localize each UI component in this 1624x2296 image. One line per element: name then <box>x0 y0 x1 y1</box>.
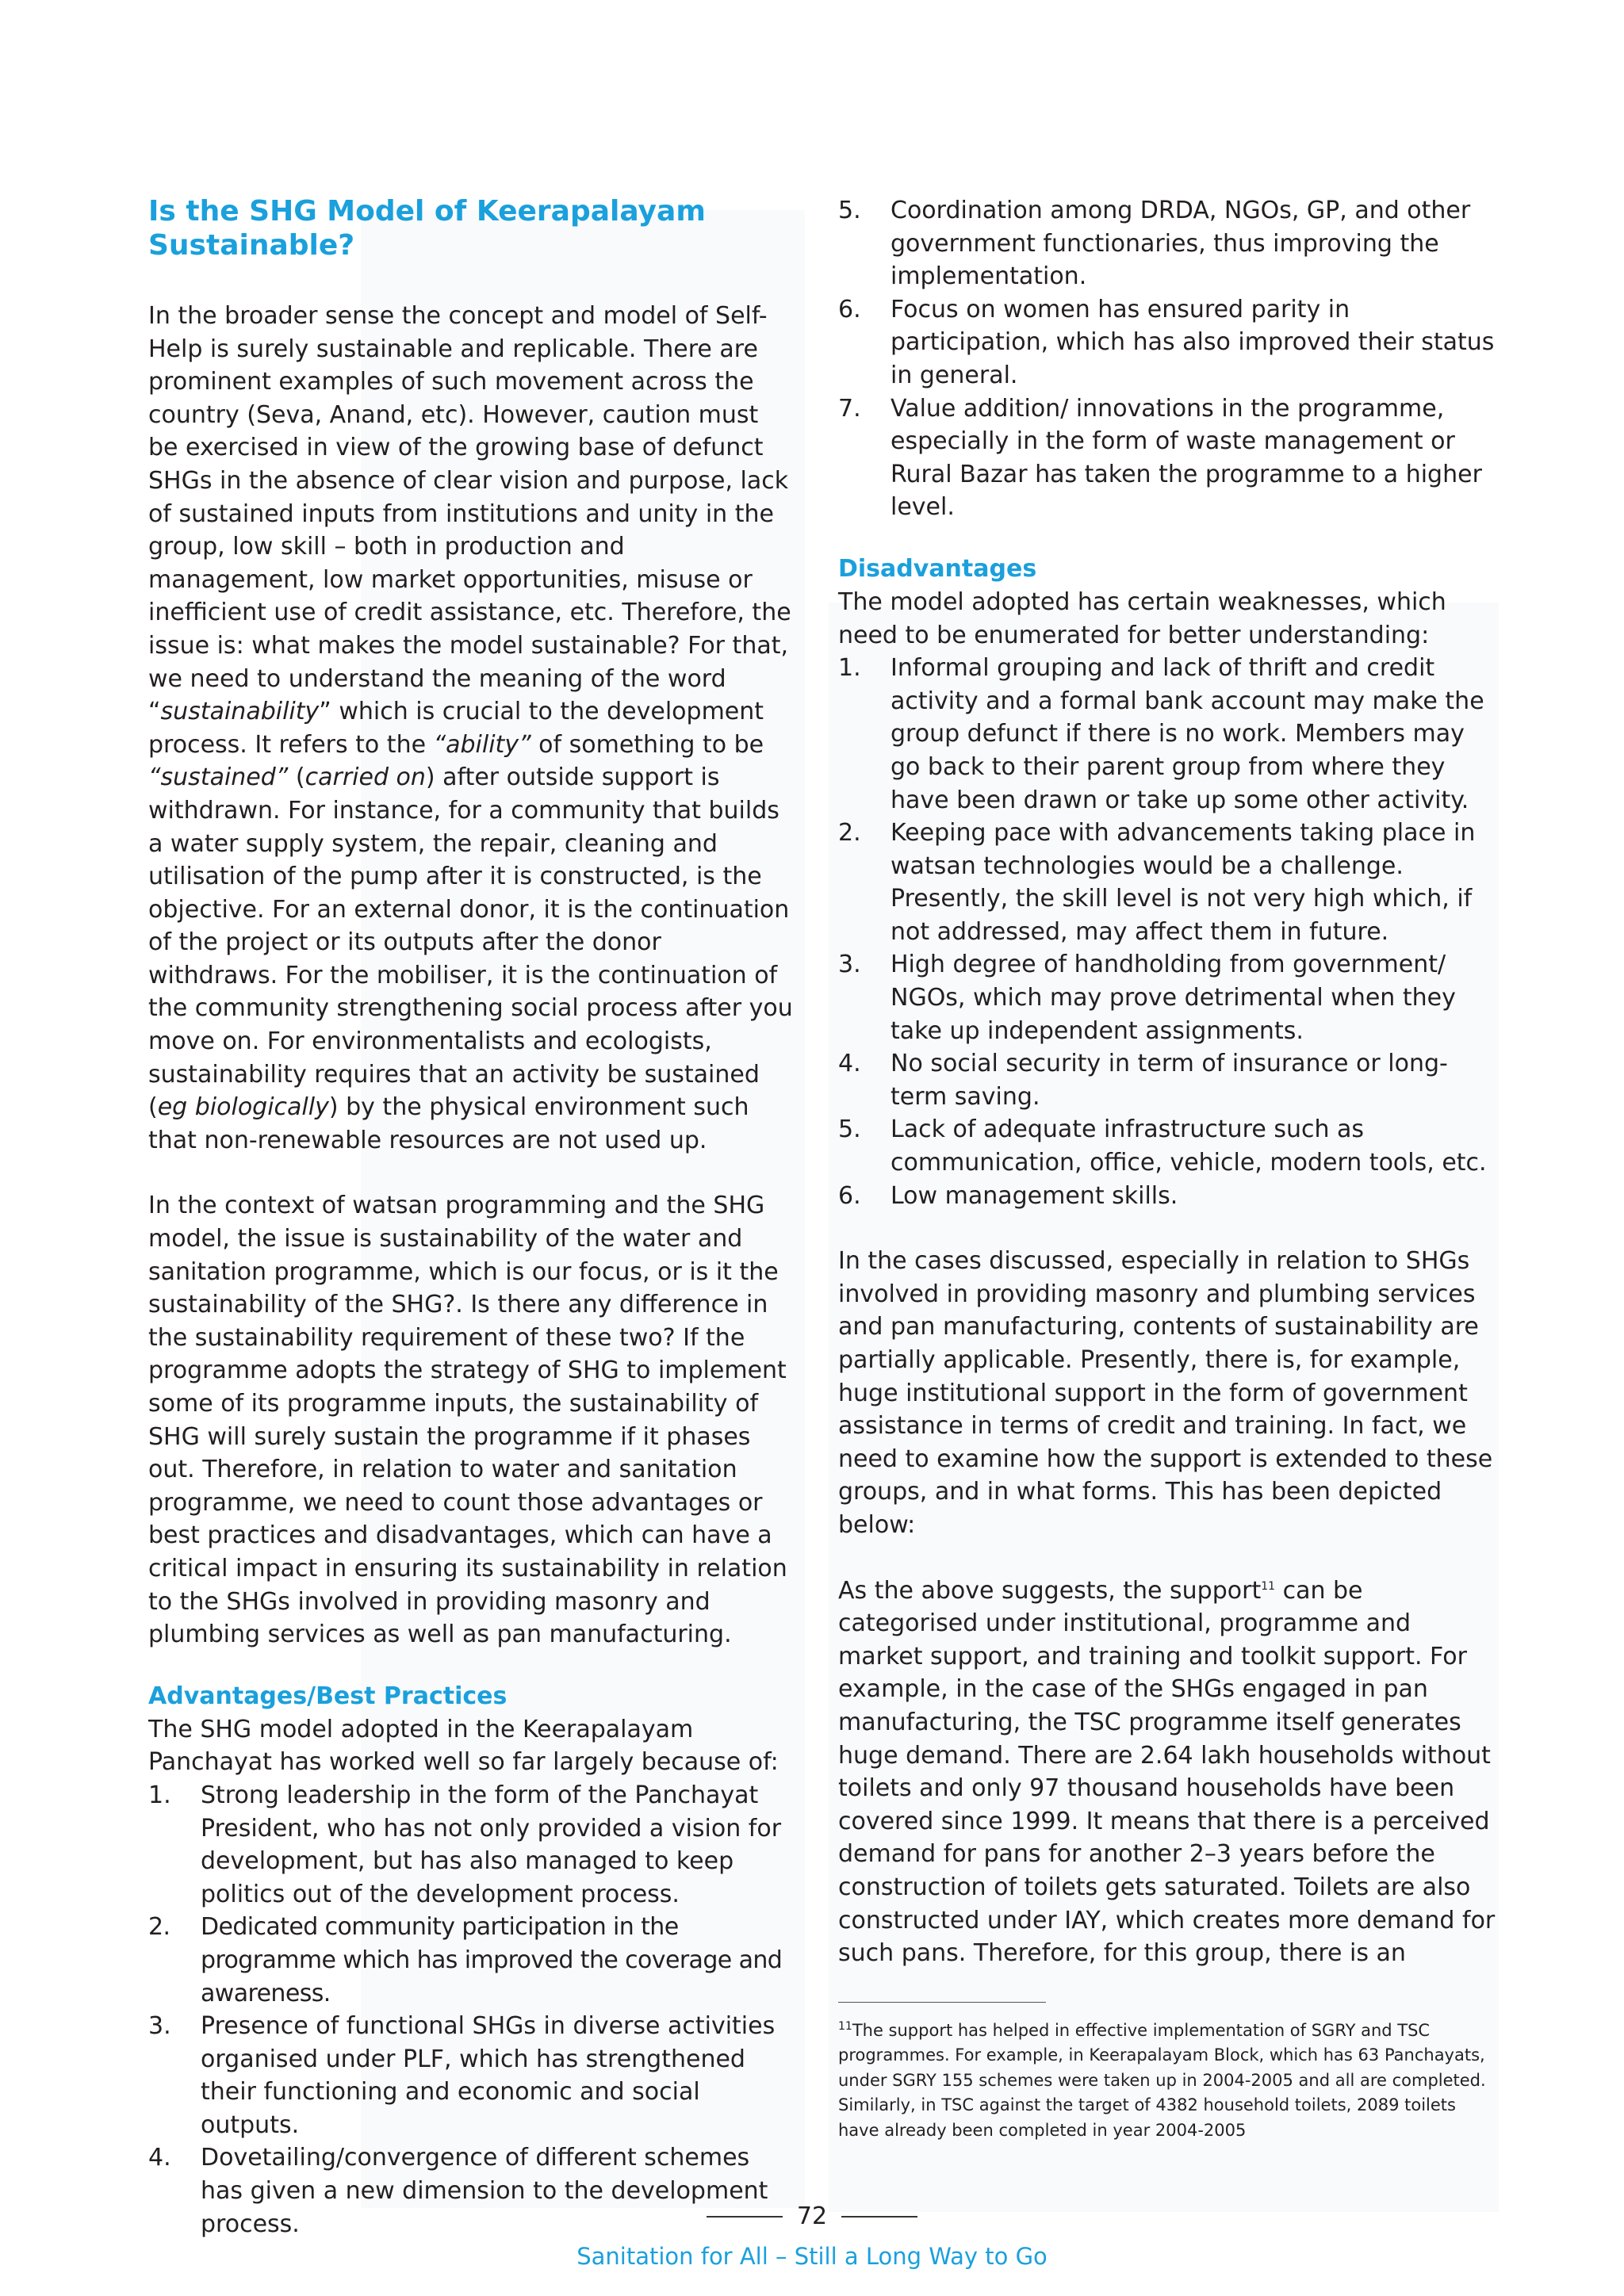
disadvantages-intro: The model adopted has certain weaknesses, which need to be enumerated for better understanding: <box>838 587 1446 649</box>
section-heading: Is the SHG Model of Keerapalayam Sustainable? <box>148 195 706 262</box>
list-item: 5. Lack of adequate infrastructure such as communication, office, vehicle, modern tools, etc. <box>838 1115 1487 1177</box>
list-item: 1. Strong leadership in the form of the Panchayat President, who has not only provided a vision for development, but has also managed to keep politics out of the development process. <box>148 1781 782 1908</box>
list-item: 3. Presence of functional SHGs in diverse activities organised under PLF, which has strengthened their functioning and economic and social outputs. <box>148 2012 776 2139</box>
cases-paragraph: In the cases discussed, especially in relation to SHGs involved in providing masonry and plumbing services and pan manufacturing, contents of sustainability are partially applicable. Presently, there is, for example, huge institutional support in the form of government assistance in terms of credit and training. In fact, we need to examine how the support is extended to these groups, and in what forms. This has been depicted below: <box>838 1247 1493 1539</box>
book-title: Sanitation for All – Still a Long Way to Go <box>576 2243 1048 2270</box>
list-item: 6. Low management skills. <box>838 1181 1178 1210</box>
list-item: 7. Value addition/ innovations in the programme, especially in the form of waste management or Rural Bazar has taken the programme to a higher level. <box>838 394 1482 522</box>
advantages-list-continued <box>838 194 1496 524</box>
list-item: 4. Dovetailing/convergence of different schemes has given a new dimension to the development process. <box>148 2144 768 2238</box>
page-number: 72 <box>796 2202 828 2230</box>
footnote-ref: 11 <box>1261 1579 1276 1593</box>
right-column <box>838 194 1496 2143</box>
page-number-row <box>0 2202 1624 2231</box>
left-column <box>148 194 795 2241</box>
advantages-heading: Advantages/Best Practices <box>148 1682 508 1710</box>
list-item: 3. High degree of handholding from government/ NGOs, which may prove detrimental when they take up independent assignments. <box>838 951 1456 1045</box>
footnote-divider <box>838 2002 1046 2003</box>
support-paragraph: As the above suggests, the support$^{11}$ can be categorised under institutional, programme and market support, and training and toolkit support. For example, in the case of the SHGs engaged in pan manufacturing, the TSC programme itself generates huge demand. There are 2.64 lakh households without toilets and only 97 thousand households have been covered since 1999. It means that there is a perceived demand for pans for another 2–3 years before the construction of toilets gets saturated. Toilets are also constructed under IAY, which creates more demand for such pans. Therefore, for this group, there is an <box>838 1576 1496 1968</box>
list-item: 1. Informal grouping and lack of thrift and credit activity and a formal bank account may make the group defunct if there is no work. Members may go back to their parent group from where they have been drawn or take up some other activity. <box>838 654 1484 814</box>
list-item: 2. Keeping pace with advancements taking place in watsan technologies would be a challenge. Presently, the skill level is not very high which, if not addressed, may affect them in future. <box>838 819 1476 946</box>
watsan-paragraph: In the context of watsan programming and the SHG model, the issue is sustainability of the water and sanitation programme, which is our focus, or is it the sustainability of the SHG?. Is there any difference in the sustainability requirement of these two? If the programme adopts the strategy of SHG to implement some of its programme inputs, the sustainability of SHG will surely sustain the programme if it phases out. Therefore, in relation to water and sanitation programme, we need to count those advantages or best practices and disadvantages, which can have a critical impact in ensuring its sustainability in relation to the SHGs involved in providing masonry and plumbing services as well as pan manufacturing. <box>148 1192 787 1649</box>
footnote: $^{11}$The support has helped in effective implementation of SGRY and TSC programmes. For example, in Keerapalayam Block, which has 63 Panchayats, under SGRY 155 schemes were taken up in 2004-2005 and all are completed. Similarly, in TSC against the target of 4382 household toilets, 2089 toilets have already been completed in year 2004-2005 <box>838 2019 1486 2140</box>
advantages-list <box>148 1779 795 2241</box>
list-item: 2. Dedicated community participation in the programme which has improved the coverage and awareness. <box>148 1913 783 2007</box>
page-number-rule-right <box>841 2216 917 2218</box>
list-item: 6. Focus on women has ensured parity in participation, which has also improved their status in general. <box>838 295 1495 389</box>
disadvantages-list <box>838 652 1496 1212</box>
page-number-rule-left <box>707 2216 783 2218</box>
intro-paragraph: In the broader sense the concept and model of Self-Help is surely sustainable and replicable. There are prominent examples of such movement across the country (Seva, Anand, etc). However, caution must be exercised in view of the growing base of defunct SHGs in the absence of clear vision and purpose, lack of sustained inputs from institutions and unity in the group, low skill – both in production and management, low market opportunities, misuse or inefficient use of credit assistance, etc. Therefore, the issue is: what makes the model sustainable? For that, we need to understand the meaning of the word “sustainability” which is crucial to the development process. It refers to the “ability” of something to be “sustained” (carried on) after outside support is withdrawn. For instance, for a community that builds a water supply system, the repair, cleaning and utilisation of the pump after it is constructed, is the objective. For an external donor, it is the continuation of the project or its outputs after the donor withdraws. For the mobiliser, it is the continuation of the community strengthening social process after you move on. For environmentalists and ecologists, sustainability requires that an activity be sustained (eg biologically) by the physical environment such that non-renewable resources are not used up. <box>148 302 793 1154</box>
list-item: 4. No social security in term of insurance or long-term saving. <box>838 1050 1448 1111</box>
disadvantages-heading: Disadvantages <box>838 554 1037 583</box>
advantages-intro: The SHG model adopted in the Keerapalayam Panchayat has worked well so far largely because of: <box>148 1715 779 1777</box>
list-item: 5. Coordination among DRDA, NGOs, GP, and other government functionaries, thus improving the implementation. <box>838 197 1471 291</box>
